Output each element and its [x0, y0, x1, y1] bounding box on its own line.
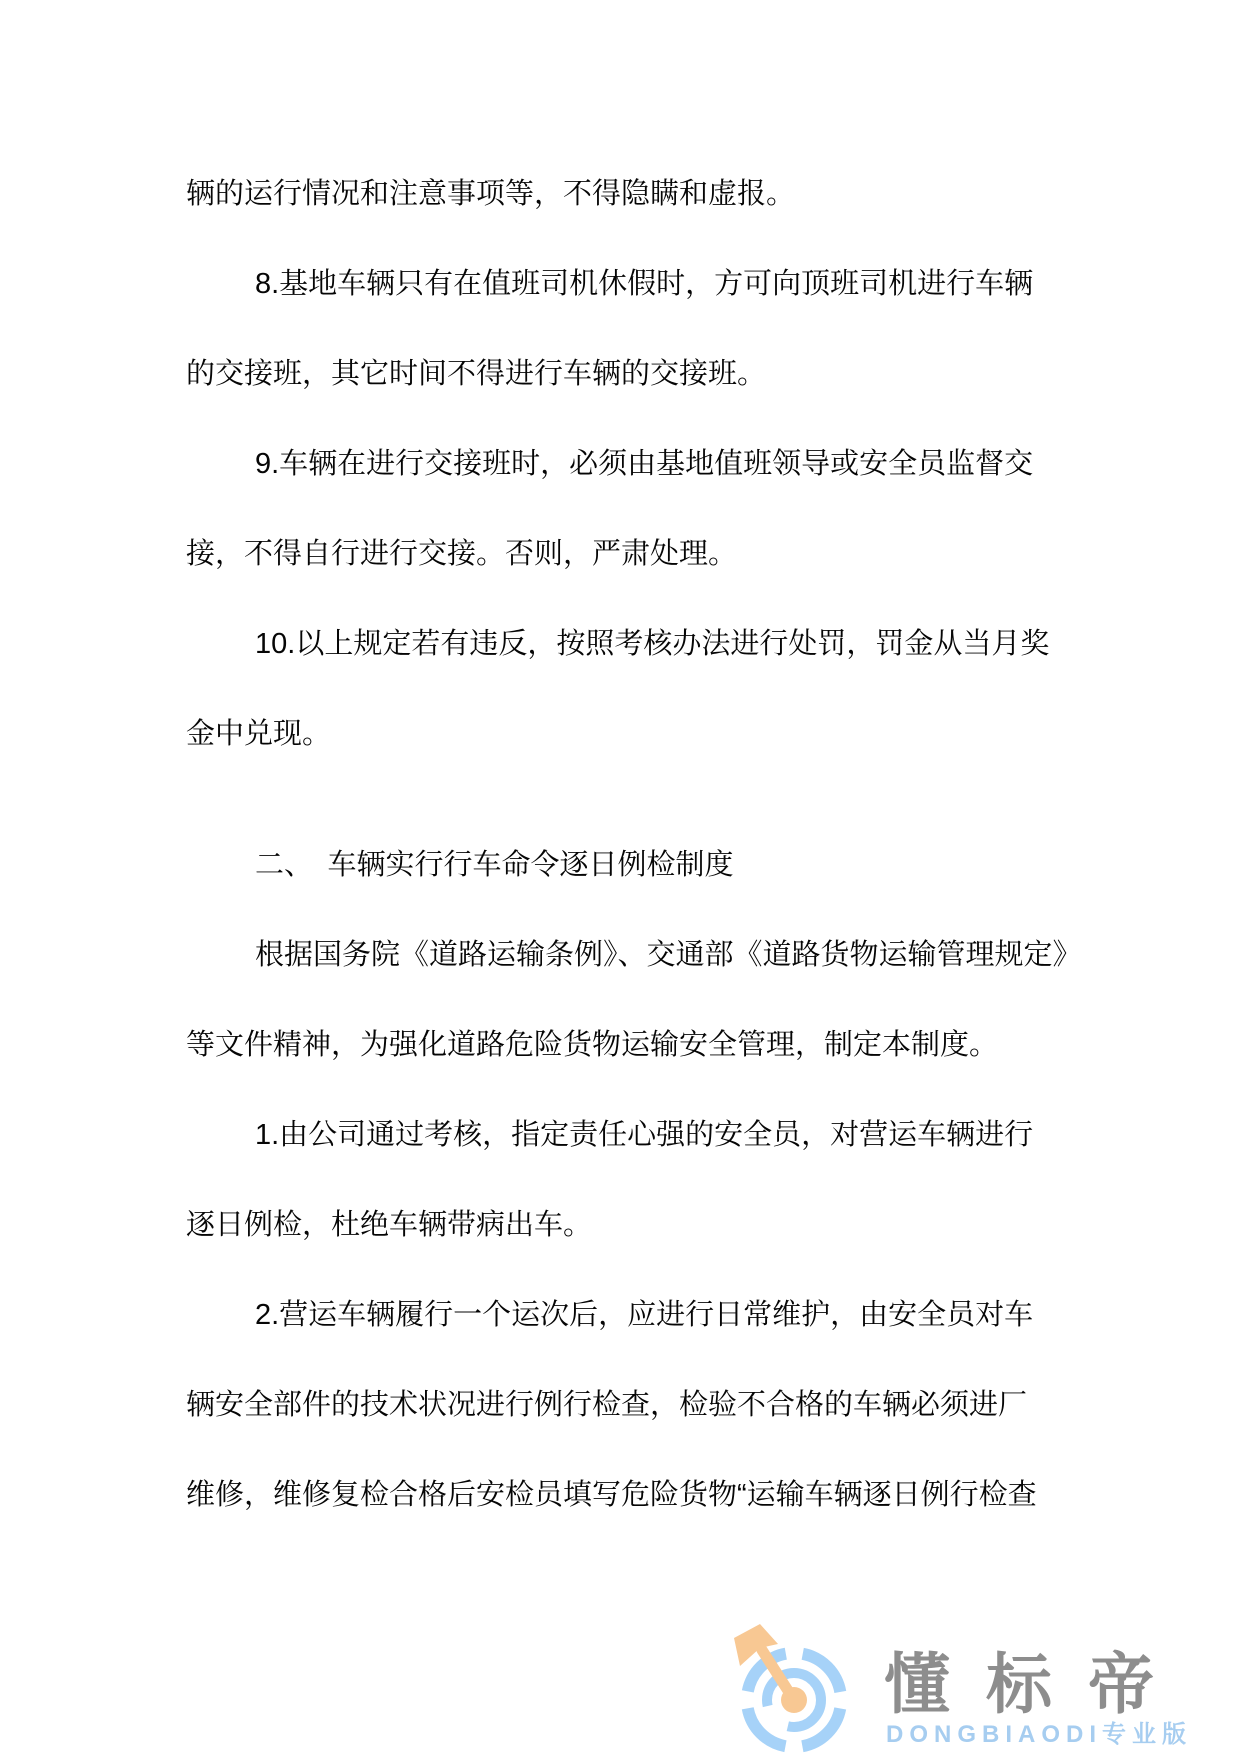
text-line: 9.车辆在进行交接班时，必须由基地值班领导或安全员监督交	[255, 448, 1034, 480]
text-line: 2.营运车辆履行一个运次后，应进行日常维护，由安全员对车	[255, 1299, 1034, 1331]
target-dart-logo-icon	[734, 1622, 854, 1754]
text-line: 维修，维修复检合格后安检员填写危险货物“运输车辆逐日例行检查	[186, 1479, 1037, 1511]
text-line: 根据国务院《道路运输条例》、交通部《道路货物运输管理规定》	[255, 939, 1082, 971]
text-line: 金中兑现。	[186, 718, 332, 750]
document-text-block	[186, 149, 1086, 1540]
text-line: 逐日例检，杜绝车辆带病出车。	[186, 1209, 593, 1241]
text-line: 10.以上规定若有违反，按照考核办法进行处罚，罚金从当月奖	[255, 628, 1050, 660]
text-line: 等文件精神，为强化道路危险货物运输安全管理，制定本制度。	[186, 1029, 999, 1061]
text-line: 1.由公司通过考核，指定责任心强的安全员，对营运车辆进行	[255, 1119, 1034, 1151]
section-heading: 二、 车辆实行行车命令逐日例检制度	[255, 849, 734, 881]
watermark-brand-subtitle: DONGBIAODI专业版	[886, 1721, 1192, 1748]
text-line: 8.基地车辆只有在值班司机休假时，方可向顶班司机进行车辆	[255, 268, 1034, 300]
text-line: 接，不得自行进行交接。否则，严肃处理。	[186, 538, 738, 570]
watermark-brand-name: 懂标帝	[884, 1647, 1190, 1721]
text-line: 的交接班，其它时间不得进行车辆的交接班。	[186, 358, 767, 390]
text-line: 辆安全部件的技术状况进行例行检查，检验不合格的车辆必须进厂	[186, 1389, 1028, 1421]
text-line: 辆的运行情况和注意事项等，不得隐瞒和虚报。	[186, 178, 796, 210]
